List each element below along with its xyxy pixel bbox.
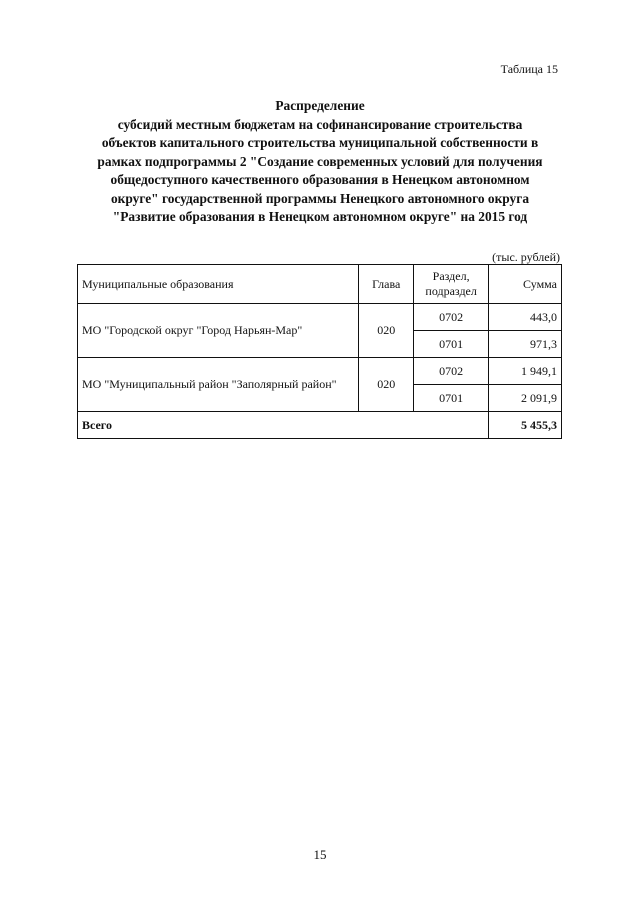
header-section-line2: подраздел [425, 284, 477, 298]
title-line: общедоступного качественного образования в Ненецком автономном [110, 172, 530, 187]
section-cell: 0701 [414, 331, 489, 358]
section-cell: 0702 [414, 304, 489, 331]
sum-cell: 1 949,1 [489, 358, 562, 385]
header-sum: Сумма [489, 265, 562, 304]
section-cell: 0702 [414, 358, 489, 385]
total-sum: 5 455,3 [489, 412, 562, 439]
table-number-label: Таблица 15 [500, 62, 558, 76]
page-number: 15 [313, 847, 327, 862]
header-section [414, 265, 489, 304]
sum-cell: 443,0 [489, 304, 562, 331]
sum-cell: 971,3 [489, 331, 562, 358]
subsidy-table [77, 264, 562, 439]
section-cell: 0701 [414, 385, 489, 412]
municipality-cell: МО "Муниципальный район "Заполярный район" [78, 358, 359, 412]
header-chapter: Глава [359, 265, 414, 304]
total-row [78, 412, 562, 439]
chapter-cell: 020 [359, 304, 414, 358]
title-line: "Развитие образования в Ненецком автономном округе" на 2015 год [112, 209, 528, 224]
table-header-row [78, 265, 562, 304]
header-municipality: Муниципальные образования [78, 265, 359, 304]
total-label: Всего [78, 412, 489, 439]
title-line: объектов капитального строительства муниципальной собственности в [101, 135, 539, 150]
table-row [78, 304, 562, 331]
units-label: (тыс. рублей) [492, 250, 560, 264]
title-line: округе" государственной программы Ненецкого автономного округа [110, 190, 530, 206]
sum-cell: 2 091,9 [489, 385, 562, 412]
header-section-line1: Раздел, [432, 269, 470, 283]
document-title [60, 97, 580, 227]
chapter-cell: 020 [359, 358, 414, 412]
title-line: рамках подпрограммы 2 "Создание современных условий для получения [97, 153, 543, 169]
title-line: субсидий местным бюджетам на софинансирование строительства [117, 116, 523, 132]
title-line: Распределение [275, 98, 365, 113]
table-row [78, 358, 562, 385]
municipality-cell: МО "Городской округ "Город Нарьян-Мар" [78, 304, 359, 358]
